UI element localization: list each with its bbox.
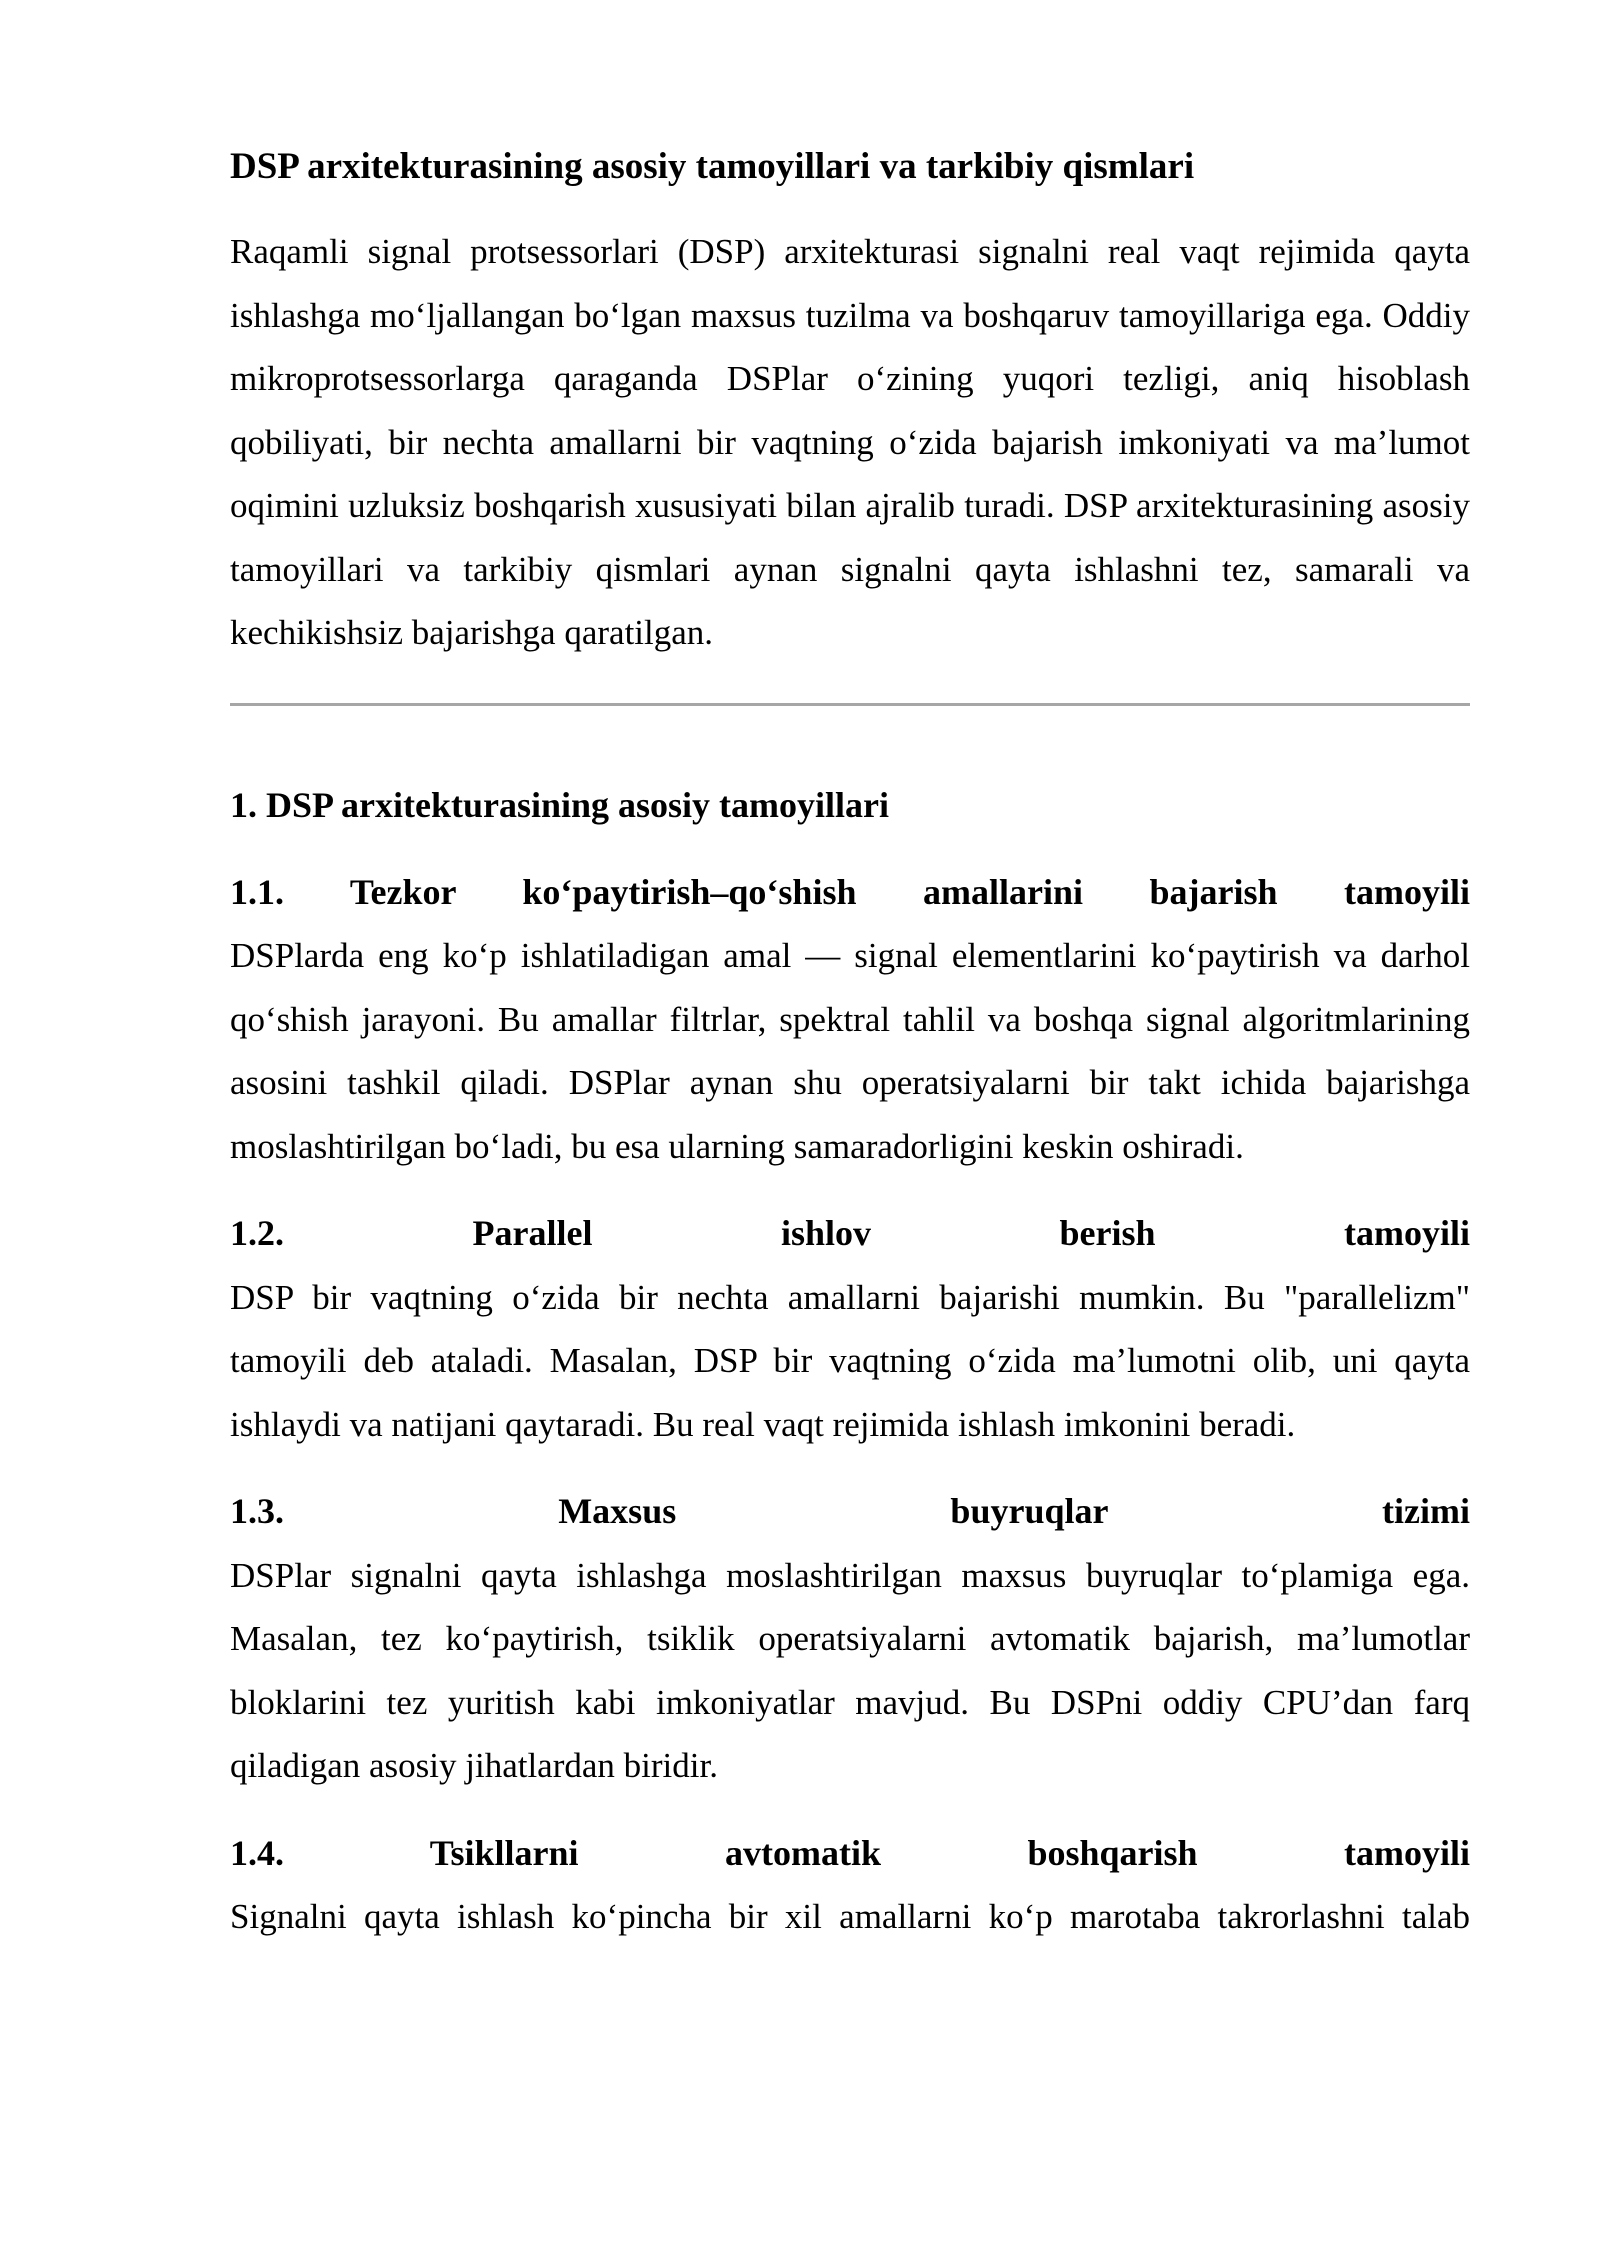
subsection-1-4-body: Signalni qayta ishlash ko‘pincha bir xil amallarni ko‘p marotaba takrorlashni talab	[230, 1897, 1470, 1936]
subsection-1-4-heading: 1.4. Tsikllarni avtomatik boshqarish tamoyili	[230, 1832, 1470, 1873]
subsection-1-2-heading: 1.2. Parallel ishlov berish tamoyili	[230, 1213, 1470, 1253]
subsection-1-4	[230, 1822, 1470, 1949]
subsection-1-3-body: DSPlar signalni qayta ishlashga moslashtirilgan maxsus buyruqlar to‘plamiga ega. Masalan, tez ko‘paytirish, tsiklik operatsiyalarni avtomatik bajarish, ma’lumotlar bloklarini tez yuritish kabi imkoniyatlar mavjud. Bu DSPni oddiy CPU’dan farq qiladigan asosiy jihatlardan biridir.	[230, 1555, 1470, 1785]
horizontal-rule	[230, 703, 1470, 706]
subsection-1-3	[230, 1480, 1470, 1798]
section-1-title: 1. DSP arxitekturasining asosiy tamoyillari	[230, 784, 890, 825]
document-title: DSP arxitekturasining asosiy tamoyillari va tarkibiy qismlari	[230, 146, 1195, 187]
subsection-1-2-body: DSP bir vaqtning o‘zida bir nechta amallarni bajarishi mumkin. Bu "parallelizm" tamoyili deb ataladi. Masalan, DSP bir vaqtning o‘zida ma’lumotni olib, uni qayta ishlaydi va natijani qaytaradi. Bu real vaqt rejimida ishlash imkonini beradi.	[230, 1277, 1470, 1444]
subsection-1-1	[230, 861, 1470, 1179]
subsection-1-3-heading: 1.3. Maxsus buyruqlar tizimi	[230, 1491, 1470, 1531]
subsection-1-1-heading: 1.1. Tezkor ko‘paytirish–qo‘shish amallarini bajarish tamoyili	[230, 871, 1470, 912]
subsection-1-2	[230, 1202, 1470, 1456]
intro-paragraph: Raqamli signal protsessorlari (DSP) arxitekturasi signalni real vaqt rejimida qayta ishlashga mo‘ljallangan bo‘lgan maxsus tuzilma va boshqaruv tamoyillariga ega. Oddiy mikroprotsessorlarga qaraganda DSPlar o‘zining yuqori tezligi, aniq hisoblash qobiliyati, bir nechta amallarni bir vaqtning o‘zida bajarish imkoniyati va ma’lumot oqimini uzluksiz boshqarish xususiyati bilan ajralib turadi. DSP arxitekturasining asosiy tamoyillari va tarkibiy qismlari aynan signalni qayta ishlashni tez, samarali va kechikishsiz bajarishga qaratilgan.	[230, 232, 1470, 652]
subsection-1-1-body: DSPlarda eng ko‘p ishlatiladigan amal — signal elementlarini ko‘paytirish va darhol qo‘shish jarayoni. Bu amallar filtrlar, spektral tahlil va boshqa signal algoritmlarining asosini tashkil qiladi. DSPlar aynan shu operatsiyalarni bir takt ichida bajarishga moslashtirilgan bo‘ladi, bu esa ularning samaradorligini keskin oshiradi.	[230, 936, 1470, 1166]
